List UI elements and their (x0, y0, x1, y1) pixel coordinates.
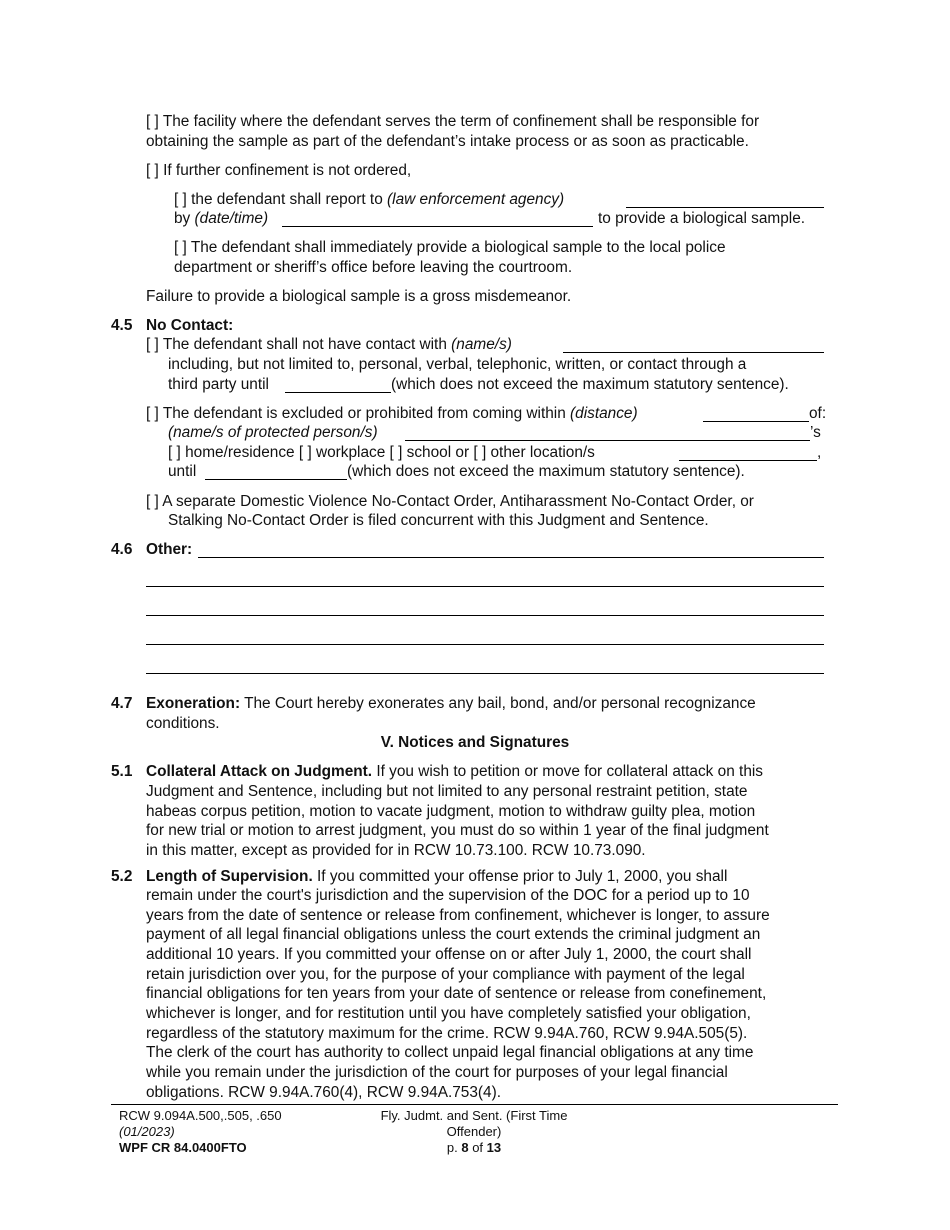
separate-order-line-1: [ ] A separate Domestic Violence No-Contact Order, Antiharassment No-Contact Order, or (146, 493, 754, 510)
footer-rcw: RCW 9.094A.500,.505, .650 (119, 1108, 282, 1123)
date-time-field[interactable] (282, 211, 593, 227)
facility-line-2: obtaining the sample as part of the defendant’s intake process or as soon as practicable. (146, 133, 749, 150)
exoneration-title: Exoneration: (146, 695, 241, 712)
until-suffix: (which does not exceed the maximum statutory sentence). (347, 463, 745, 480)
footer-date: (01/2023) (119, 1124, 175, 1139)
distance-field[interactable] (703, 406, 809, 422)
other-field-line-3[interactable] (146, 615, 824, 616)
locations-line: [ ] home/residence [ ] workplace [ ] school or [ ] other location/s (168, 444, 595, 461)
footer-form-number: WPF CR 84.0400FTO (119, 1140, 247, 1155)
no-contact-until-field[interactable] (285, 377, 391, 393)
no-contact-line-2: including, but not limited to, personal, verbal, telephonic, written, or contact through a (168, 356, 747, 373)
law-enforcement-agency-field[interactable] (626, 192, 824, 208)
by-date-time-label: (date/time) (194, 210, 269, 227)
distance-label: (distance) (570, 405, 638, 422)
collateral-line-1 (146, 762, 763, 782)
supervision-line-5: additional 10 years. If you committed your offense on or after July 1, 2000, the court shall (146, 946, 752, 963)
collateral-line-2: Judgment and Sentence, including but not limited to any personal restraint petition, state (146, 783, 748, 800)
no-contact-prefix: [ ] The defendant shall not have contact with (146, 336, 452, 353)
locations-comma: , (817, 444, 822, 461)
footer-title-line-1: Fly. Judmt. and Sent. (First Time (380, 1108, 568, 1123)
total-pages: 13 (486, 1140, 502, 1155)
collateral-line-4: for new trial or motion to arrest judgment, you must do so within 1 year of the final judgment (146, 822, 769, 839)
supervision-line-6: retain jurisdiction over you, for the purpose of your compliance with payment of the legal (146, 966, 745, 983)
supervision-line-2: remain under the court's jurisdiction and the supervision of the DOC for a period up to 10 (146, 887, 750, 904)
other-location-field[interactable] (679, 445, 817, 461)
supervision-line-9: regardless of the statutory maximum for the crime. RCW 9.94A.760, RCW 9.94A.505(5). (146, 1025, 748, 1042)
immediately-line-1: [ ] The defendant shall immediately provide a biological sample to the local police (174, 239, 726, 256)
by-date-line (174, 209, 268, 229)
excluded-of: of: (809, 405, 827, 422)
by-label: by (174, 210, 195, 227)
footer-title-line-2: Offender) (446, 1124, 502, 1139)
page-prefix: p. (446, 1140, 462, 1155)
collateral-line-3: habeas corpus petition, motion to vacate judgment, motion to withdraw guilty plea, motion (146, 803, 756, 820)
supervision-line-4: payment of all legal financial obligations unless the court extends the criminal judgment an (146, 926, 761, 943)
other-field-line-5[interactable] (146, 673, 824, 674)
page-of: of (468, 1140, 487, 1155)
supervision-text-1: If you committed your offense prior to July 1, 2000, you shall (312, 868, 728, 885)
exoneration-line-1 (146, 694, 756, 714)
footer-page-number (374, 1140, 574, 1156)
section-4-5-title: No Contact: (146, 317, 234, 334)
other-field-line-1[interactable] (198, 542, 824, 558)
footer-rule (111, 1104, 838, 1105)
supervision-line-1 (146, 867, 727, 887)
section-4-6-number: 4.6 (111, 541, 133, 558)
supervision-line-11: while you remain under the jurisdiction of the court for purposes of your legal financial (146, 1064, 728, 1081)
exoneration-line-2: conditions. (146, 715, 220, 732)
other-field-line-2[interactable] (146, 586, 824, 587)
section-4-6-title: Other: (146, 541, 193, 558)
immediately-line-2: department or sheriff’s office before leaving the courtroom. (174, 259, 573, 276)
supervision-title: Length of Supervision. (146, 868, 313, 885)
supervision-line-3: years from the date of sentence or release from confinement, whichever is longer, to assure (146, 907, 770, 924)
until-date-field[interactable] (205, 464, 347, 480)
supervision-line-10: The clerk of the court has authority to collect unpaid legal financial obligations at any time (146, 1044, 754, 1061)
excluded-prefix: [ ] The defendant is excluded or prohibited from coming within (146, 405, 571, 422)
no-contact-until-label: third party until (168, 376, 269, 393)
section-5-1-number: 5.1 (111, 763, 133, 780)
no-contact-until-suffix: (which does not exceed the maximum statutory sentence). (391, 376, 789, 393)
protected-possessive: ’s (810, 424, 821, 441)
current-page: 8 (461, 1140, 469, 1155)
report-prefix: [ ] the defendant shall report to (174, 191, 388, 208)
section-4-5-number: 4.5 (111, 317, 133, 334)
no-contact-names-field[interactable] (563, 337, 824, 353)
excluded-line-1 (146, 404, 638, 424)
facility-line-1: [ ] The facility where the defendant serves the term of confinement shall be responsible for (146, 113, 760, 130)
separate-order-line-2: Stalking No-Contact Order is filed concurrent with this Judgment and Sentence. (168, 512, 709, 529)
section-5-2-number: 5.2 (111, 868, 133, 885)
section-v-heading: V. Notices and Signatures (380, 734, 570, 751)
supervision-line-8: whichever is longer, and for restitution until you have completely satisfied your obligation, (146, 1005, 751, 1022)
collateral-title: Collateral Attack on Judgment. (146, 763, 373, 780)
failure-line: Failure to provide a biological sample is a gross misdemeanor. (146, 288, 572, 305)
no-contact-names-label: (name/s) (451, 336, 512, 353)
until-label: until (168, 463, 197, 480)
section-4-7-number: 4.7 (111, 695, 133, 712)
supervision-line-12: obligations. RCW 9.94A.760(4), RCW 9.94A.753(4). (146, 1084, 501, 1101)
exoneration-text: The Court hereby exonerates any bail, bond, and/or personal recognizance (240, 695, 756, 712)
by-suffix: to provide a biological sample. (598, 210, 806, 227)
report-line (174, 190, 564, 210)
collateral-line-5: in this matter, except as provided for in RCW 10.73.100. RCW 10.73.090. (146, 842, 646, 859)
supervision-line-7: financial obligations for ten years from your date of sentence or release from conefinement, (146, 985, 767, 1002)
collateral-text-1: If you wish to petition or move for collateral attack on this (372, 763, 763, 780)
no-contact-line-1 (146, 335, 512, 355)
report-agency-label: (law enforcement agency) (387, 191, 565, 208)
protected-persons-field[interactable] (405, 425, 810, 441)
further-confinement-line: [ ] If further confinement is not ordered, (146, 162, 412, 179)
other-field-line-4[interactable] (146, 644, 824, 645)
protected-persons-label: (name/s of protected person/s) (168, 424, 378, 441)
